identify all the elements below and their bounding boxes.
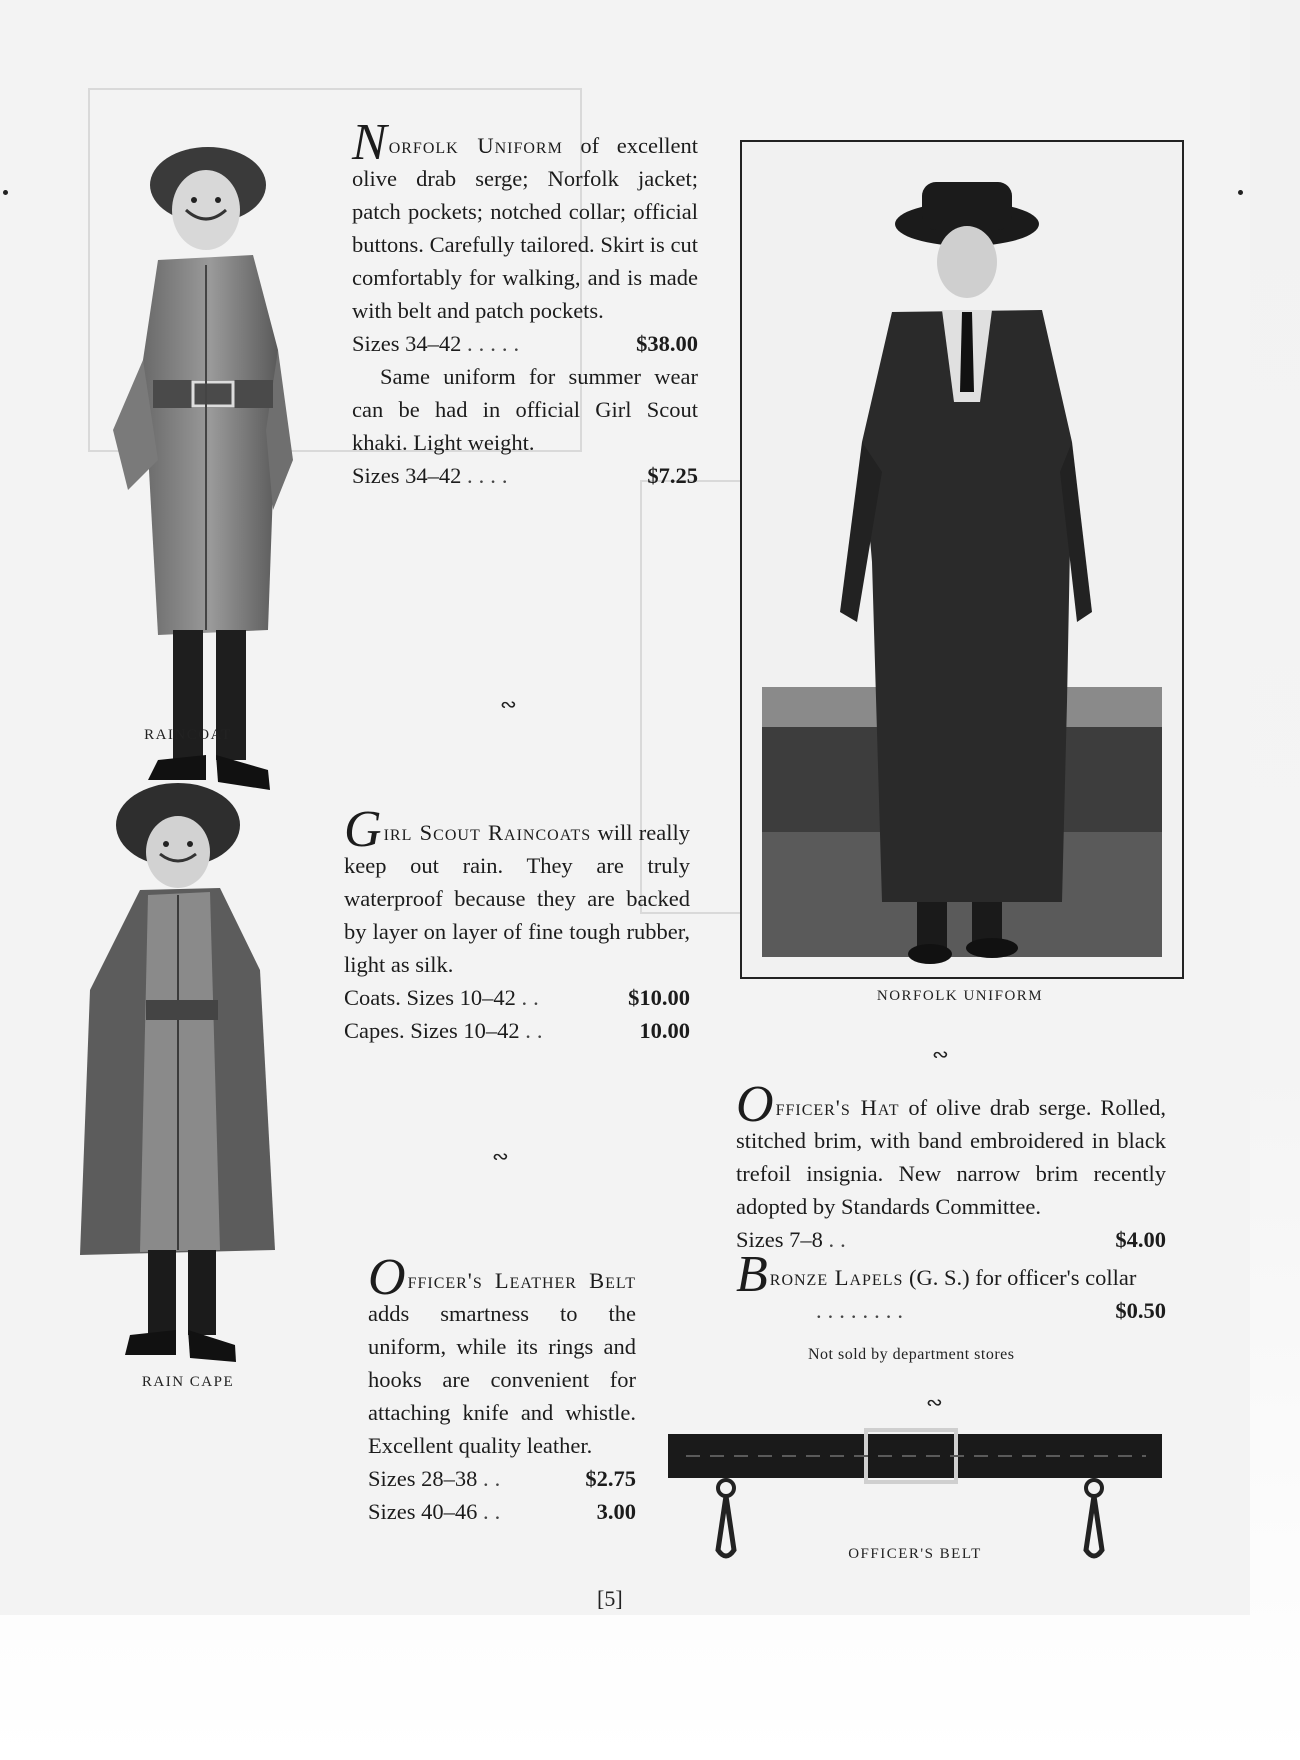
hat-price-row: Sizes 7–8 .. $4.00 (736, 1223, 1166, 1256)
hat-title: fficer's Hat (775, 1095, 900, 1120)
raincoats-title: irl Scout Raincoats (383, 820, 592, 845)
officers-belt-block (368, 1249, 636, 1528)
norfolk-description: of excellent olive drab serge; Norfolk jacket; patch pockets; notched collar; official buttons. Carefully tailored. Skirt is cut comfortably for walking, and is made with belt and patch pockets. (352, 133, 698, 323)
raincoats-cape-label: Capes. Sizes 10–42 (344, 1018, 520, 1043)
ornament-divider: ∾ (926, 1392, 943, 1414)
raincoats-description: will really keep out rain. They are truly waterproof because they are backed by layer on layer of fine tough rubber, light as silk. (344, 820, 690, 977)
raincoats-coat-price: $10.00 (628, 985, 690, 1010)
officers-belt-caption: OFFICER'S BELT (848, 1546, 982, 1562)
belt-price-row-2: Sizes 40–46 .. 3.00 (368, 1495, 636, 1528)
norfolk-photo-frame (740, 140, 1184, 979)
norfolk-summer-size-label: Sizes 34–42 (352, 463, 462, 488)
norfolk-summer-price: $7.25 (647, 463, 698, 488)
norfolk-uniform-caption: NORFOLK UNIFORM (876, 988, 1044, 1004)
belt-price-2: 3.00 (596, 1499, 636, 1524)
officers-hat-block (736, 1076, 1166, 1327)
raincoats-cape-price-row: Capes. Sizes 10–42 .. 10.00 (344, 1014, 690, 1047)
belt-size-label-2: Sizes 40–46 (368, 1499, 478, 1524)
raincoat-illustration (88, 130, 318, 810)
hat-price: $4.00 (1115, 1227, 1166, 1252)
raincoats-coat-label: Coats. Sizes 10–42 (344, 985, 516, 1010)
norfolk-size-label: Sizes 34–42 (352, 331, 462, 356)
belt-title: fficer's Leather Belt (407, 1268, 636, 1293)
scan-speck (3, 190, 8, 195)
officers-belt-illustration (666, 1420, 1166, 1565)
belt-description: adds smartness to the uniform, while its rings and hooks are convenient for attaching knife and whistle. Excellent quality leather. (368, 1301, 636, 1458)
lapels-price-row: ........ $0.50 (736, 1294, 1166, 1327)
hat-description: of olive drab serge. Rolled, stitched brim, with band embroidered in black trefoil insignia. New narrow brim recently adopted by Standards Committee. (736, 1095, 1166, 1219)
lapels-title: ronze Lapels (769, 1265, 904, 1290)
belt-price-1: $2.75 (585, 1466, 636, 1491)
belt-price-row-1: Sizes 28–38 .. $2.75 (368, 1462, 636, 1495)
norfolk-uniform-photo (742, 142, 1182, 977)
ornament-divider: ∾ (492, 1146, 509, 1168)
lapels-description: (G. S.) for officer's collar (903, 1265, 1137, 1290)
raincoats-drop-cap: G (344, 801, 382, 858)
raincoats-cape-price: 10.00 (639, 1018, 690, 1043)
lapels-availability-note: Not sold by department stores (808, 1346, 1015, 1363)
raincoats-block (344, 801, 690, 1047)
scan-speck (1238, 190, 1243, 195)
ornament-divider: ∾ (500, 694, 517, 716)
raincoats-coat-price-row: Coats. Sizes 10–42 .. $10.00 (344, 981, 690, 1014)
norfolk-uniform-block (352, 114, 698, 492)
page-number: [5] (597, 1586, 623, 1611)
hat-size-label: Sizes 7–8 (736, 1227, 823, 1252)
norfolk-price: $38.00 (636, 331, 698, 356)
ornament-divider: ∾ (932, 1044, 949, 1066)
belt-size-label-1: Sizes 28–38 (368, 1466, 478, 1491)
norfolk-summer-note: Same uniform for summer wear can be had in official Girl Scout khaki. Light weight. (352, 364, 698, 455)
lapels-price: $0.50 (1115, 1298, 1166, 1323)
hat-drop-cap: O (736, 1076, 774, 1133)
rain-cape-illustration (60, 770, 290, 1370)
norfolk-price-row: Sizes 34–42 ..... $38.00 (352, 327, 698, 360)
norfolk-summer-price-row: Sizes 34–42 .... $7.25 (352, 459, 698, 492)
raincoat-caption: RAINCOAT (144, 727, 232, 743)
norfolk-title: orfolk Uniform (388, 133, 563, 158)
rain-cape-caption: RAIN CAPE (141, 1374, 235, 1390)
belt-drop-cap: O (368, 1249, 406, 1306)
lapels-drop-cap: B (736, 1246, 768, 1303)
norfolk-drop-cap: N (352, 114, 387, 171)
